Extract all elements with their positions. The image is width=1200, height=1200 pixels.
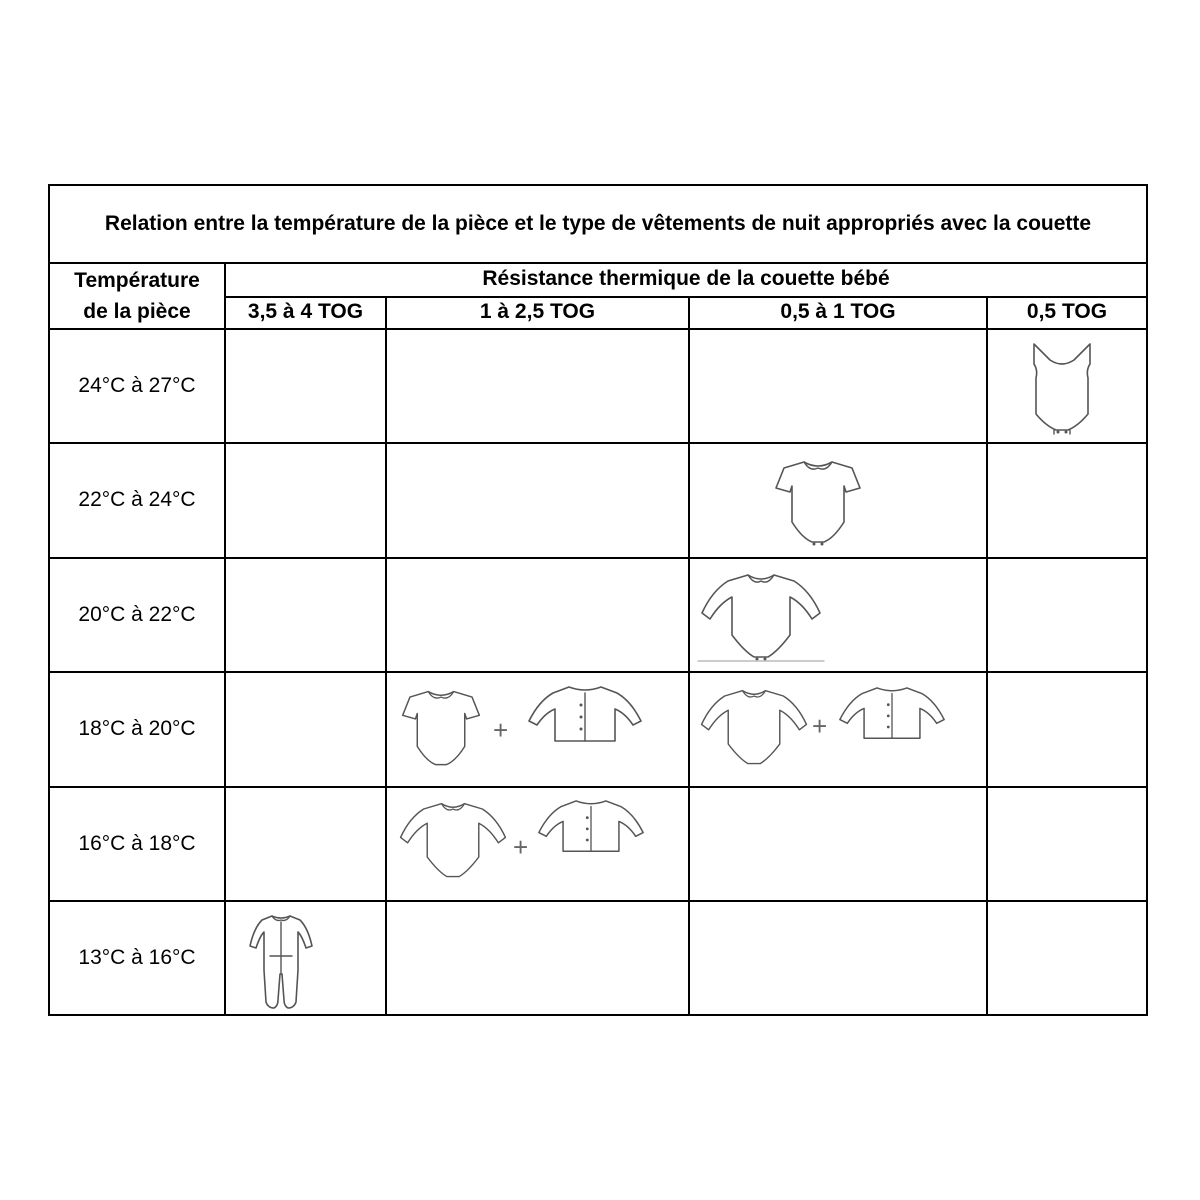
row-label-1: 24°C à 27°C	[78, 374, 196, 397]
cell-r1-c4	[988, 330, 1146, 442]
plus-sign: +	[493, 715, 509, 745]
row-label-2: 22°C à 24°C	[78, 488, 196, 511]
footed-sleepsuit-icon	[248, 912, 314, 1010]
rule-header	[50, 328, 1146, 330]
plus-sign: +	[812, 711, 828, 741]
cardigan-icon	[838, 685, 946, 743]
cell-r4-c2	[387, 673, 688, 786]
cell-r4-c3	[690, 673, 986, 786]
cardigan-icon	[527, 685, 643, 745]
plus-sign: +	[513, 832, 529, 862]
row-label-3: 20°C à 22°C	[78, 603, 196, 626]
long-sleeve-bodysuit-icon	[397, 798, 509, 884]
long-sleeve-bodysuit-icon	[698, 571, 824, 663]
column-header-2: 1 à 2,5 TOG	[479, 300, 596, 323]
row-header-line-2: de la pièce	[83, 300, 191, 323]
row-label-5: 16°C à 18°C	[78, 832, 196, 855]
row-header-line-1: Température	[74, 269, 200, 292]
row-label-6: 13°C à 16°C	[78, 946, 196, 969]
column-group-header: Résistance thermique de la couette bébé	[482, 267, 890, 290]
cell-r6-c1	[226, 902, 385, 1014]
column-header-1: 3,5 à 4 TOG	[247, 300, 364, 323]
cardigan-icon	[537, 798, 645, 856]
long-sleeve-bodysuit-icon	[698, 685, 810, 771]
rule-row-5	[50, 900, 1146, 902]
short-sleeve-bodysuit-icon	[399, 685, 483, 773]
sleeveless-bodysuit-icon	[1026, 338, 1098, 436]
short-sleeve-bodysuit-icon	[772, 458, 864, 548]
cell-r5-c2	[387, 788, 688, 900]
row-label-4: 18°C à 20°C	[78, 717, 196, 740]
column-header-3: 0,5 à 1 TOG	[780, 300, 896, 323]
temperature-clothing-table	[48, 184, 1148, 1016]
cell-r3-c3	[690, 559, 986, 671]
column-header-4: 0,5 TOG	[1026, 300, 1108, 323]
table-title: Relation entre la température de la pièce et le type de vêtements de nuit appropriés avec la couette	[104, 212, 1092, 235]
rule-col-2	[385, 296, 387, 1014]
cell-r2-c3	[690, 444, 986, 557]
